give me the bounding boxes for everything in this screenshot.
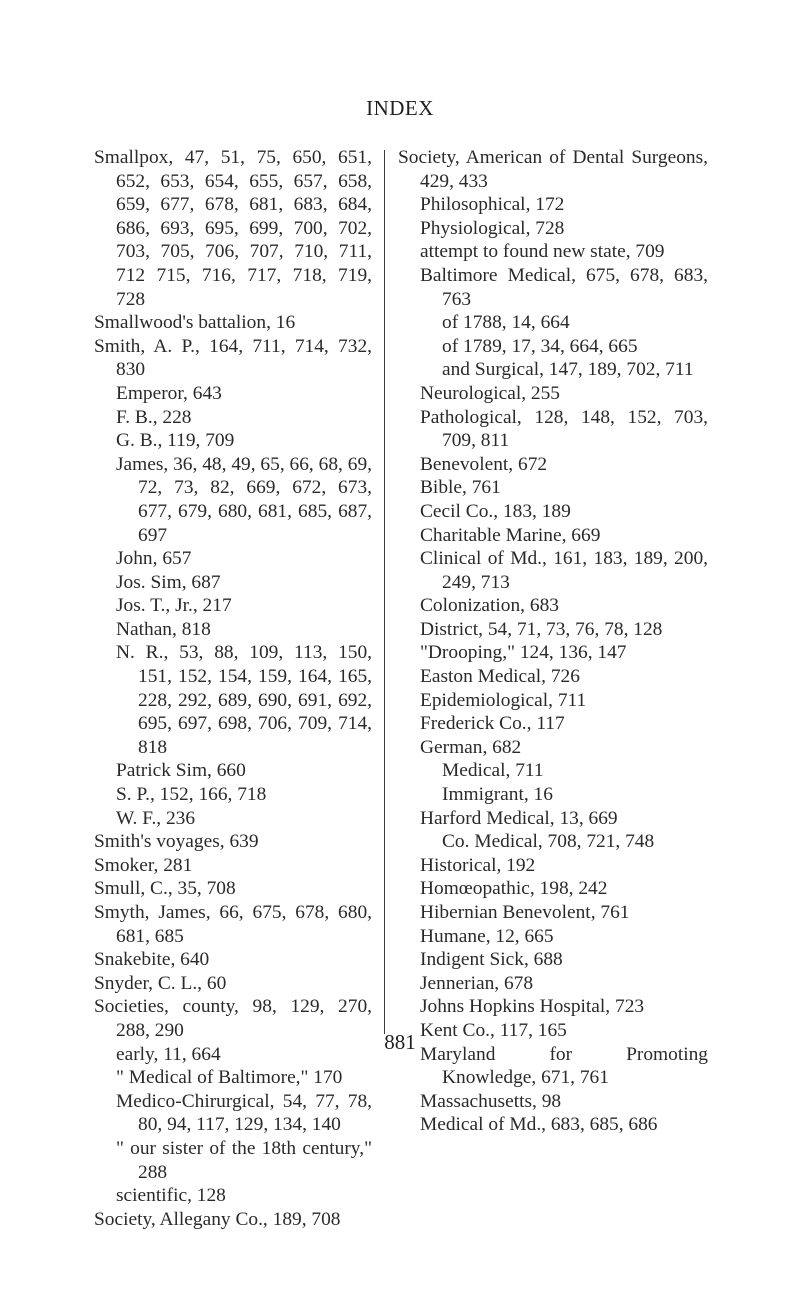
index-entry: Maryland for Promoting Knowledge, 671, 761	[420, 1043, 708, 1089]
index-entry: Snyder, C. L., 60	[94, 972, 227, 994]
index-entry: Patrick Sim, 660	[116, 760, 246, 782]
index-entry: James, 36, 48, 49, 65, 66, 68, 69, 72, 73, 82, 669, 672, 673, 677, 679, 680, 681, 685, 687, 697	[116, 453, 372, 546]
index-entry: of 1789, 17, 34, 664, 665	[442, 335, 638, 357]
index-entry: Jennerian, 678	[420, 972, 534, 994]
index-entry: Pathological, 128, 148, 152, 703, 709, 811	[420, 406, 708, 452]
index-entry: Smull, C., 35, 708	[94, 878, 236, 900]
index-entry: Neurological, 255	[420, 382, 561, 404]
index-entry: scientific, 128	[116, 1185, 226, 1207]
index-entry: Benevolent, 672	[420, 453, 548, 475]
index-entry: "Drooping," 124, 136, 147	[420, 642, 627, 664]
index-entry: Bible, 761	[420, 477, 501, 499]
index-entry: Jos. T., Jr., 217	[116, 595, 232, 617]
index-entry: Homœopathic, 198, 242	[420, 878, 608, 900]
index-entry: Co. Medical, 708, 721, 748	[442, 831, 655, 853]
index-entry: Hibernian Benevolent, 761	[420, 902, 630, 923]
index-entry: Colonization, 683	[420, 595, 559, 617]
index-entry: Snakebite, 640	[94, 949, 210, 971]
index-entry: Medical of Md., 683, 685, 686	[420, 1114, 658, 1136]
index-entry: Johns Hopkins Hospital, 723	[420, 996, 645, 1018]
index-entry: " Medical of Baltimore," 170	[116, 1067, 343, 1089]
index-entry: Humane, 12, 665	[420, 925, 554, 947]
index-entry: Smith's voyages, 639	[94, 831, 259, 853]
index-entry: attempt to found new state, 709	[420, 241, 665, 263]
index-entry: Philosophical, 172	[420, 194, 565, 216]
index-entry: Society, American of Dental Surgeons, 429, 433	[398, 147, 708, 192]
index-entry: Frederick Co., 117	[420, 713, 565, 735]
index-entry: Massachusetts, 98	[420, 1090, 562, 1112]
index-entry: Easton Medical, 726	[420, 666, 580, 688]
index-entry: N. R., 53, 88, 109, 113, 150, 151, 152, 154, 159, 164, 165, 228, 292, 689, 690, 691, 692, 695, 697, 698, 706, 709, 714, 818	[116, 642, 372, 758]
index-entry: Baltimore Medical, 675, 678, 683, 763	[420, 264, 708, 310]
index-entry: Smallpox, 47, 51, 75, 650, 651, 652, 653, 654, 655, 657, 658, 659, 677, 678, 681, 683, 684, 686, 693, 695, 699, 700, 702, 703, 705, 706, 707, 710, 711, 712 715, 716, 717, 718, 719, 728	[94, 147, 372, 310]
page-heading: INDEX	[366, 96, 434, 120]
index-entry: Smallwood's battalion, 16	[94, 312, 296, 334]
index-entry: District, 54, 71, 73, 76, 78, 128	[420, 618, 663, 640]
index-entry: of 1788, 14, 664	[442, 312, 570, 334]
index-left-column	[94, 146, 372, 1231]
index-entry: Immigrant, 16	[442, 784, 553, 806]
index-entry: Jos. Sim, 687	[116, 571, 221, 593]
index-entry: " our sister of the 18th century," 288	[116, 1137, 372, 1183]
index-entry: Cecil Co., 183, 189	[420, 500, 571, 522]
index-entry: F. B., 228	[116, 406, 192, 428]
index-right-column	[398, 146, 708, 1137]
index-entry: Smith, A. P., 164, 711, 714, 732, 830	[94, 335, 372, 381]
index-entry: Clinical of Md., 161, 183, 189, 200, 249, 713	[420, 548, 708, 593]
index-entry: Epidemiological, 711	[420, 689, 587, 711]
page-number: 881	[384, 1030, 416, 1054]
index-entry: Harford Medical, 13, 669	[420, 807, 618, 829]
index-entry: S. P., 152, 166, 718	[116, 784, 267, 806]
index-entry: Medico-Chirurgical, 54, 77, 78, 80, 94, 117, 129, 134, 140	[116, 1090, 372, 1136]
index-entry: Societies, county, 98, 129, 270, 288, 290	[94, 996, 372, 1041]
index-entry: Indigent Sick, 688	[420, 949, 563, 971]
index-entry: and Surgical, 147, 189, 702, 711	[442, 359, 694, 381]
index-entry: Charitable Marine, 669	[420, 524, 601, 546]
index-entry: Physiological, 728	[420, 217, 565, 239]
index-entry: Kent Co., 117, 165	[420, 1019, 567, 1041]
index-entry: Medical, 711	[442, 760, 544, 782]
index-entry: Society, Allegany Co., 189, 708	[94, 1208, 341, 1230]
index-entry: W. F., 236	[116, 807, 196, 829]
index-entry: Smoker, 281	[94, 854, 193, 876]
index-entry: Emperor, 643	[116, 382, 222, 404]
index-entry: German, 682	[420, 736, 522, 758]
index-entry: Historical, 192	[420, 854, 536, 876]
index-entry: Nathan, 818	[116, 618, 211, 640]
index-entry: Smyth, James, 66, 675, 678, 680, 681, 685	[94, 902, 372, 947]
column-divider	[384, 150, 385, 1034]
index-entry: John, 657	[116, 548, 192, 570]
index-entry: early, 11, 664	[116, 1043, 221, 1065]
index-entry: G. B., 119, 709	[116, 430, 235, 452]
